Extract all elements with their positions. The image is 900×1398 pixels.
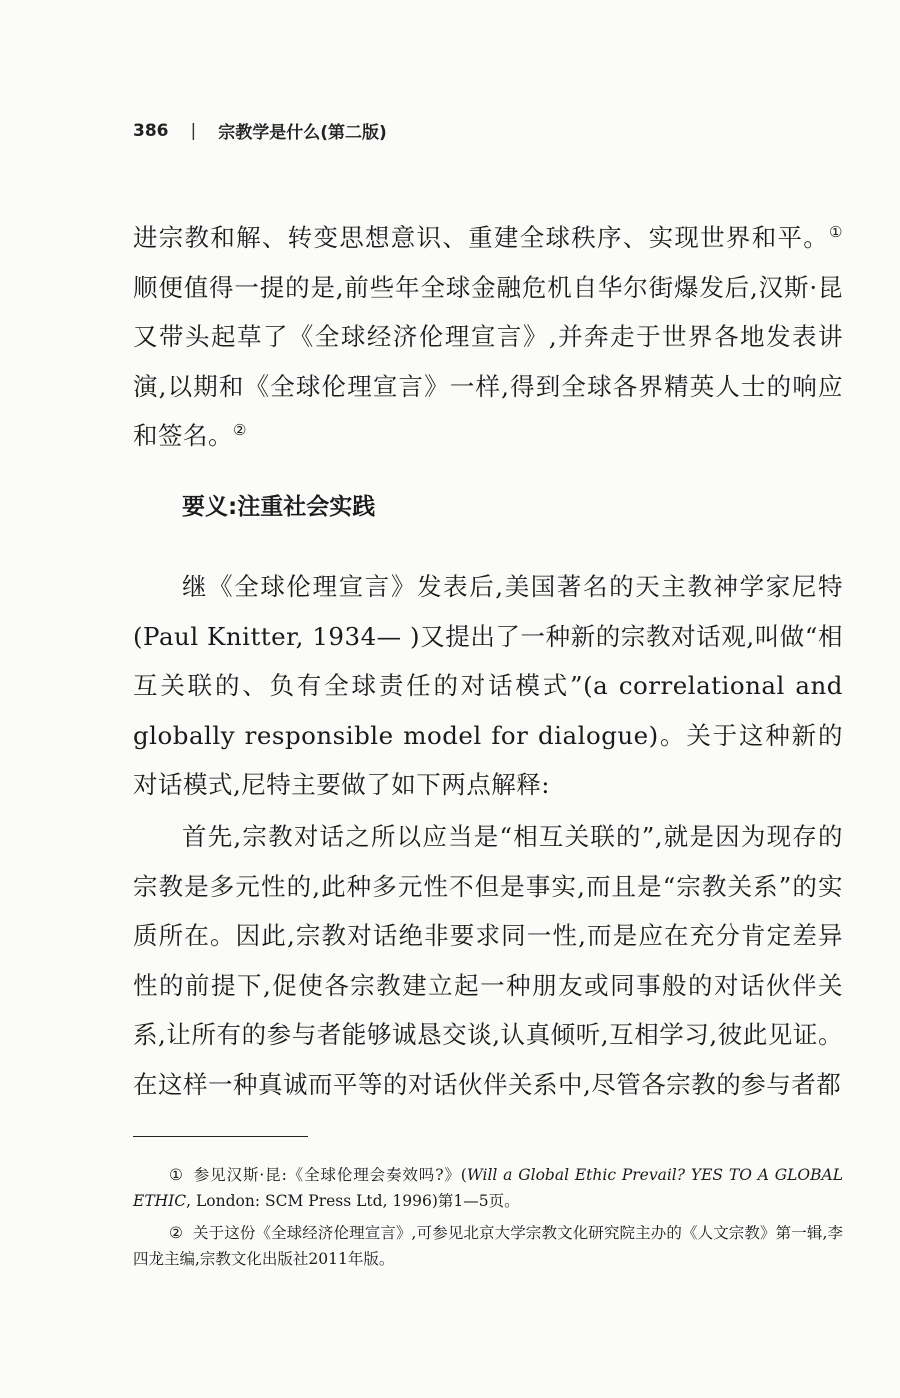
footnote-ref: ① [829,223,843,241]
footnote-italic-title: Will a Global Ethic Prevail? YES TO A GLOBAL ETHIC [133,1166,843,1210]
footnote-text: 关于这份《全球经济伦理宣言》,可参见北京大学宗教文化研究院主办的《人文宗教》第一辑,李四龙主编,宗教文化出版社2011年版。 [133,1224,843,1268]
header-separator: | [190,120,197,141]
paragraph-text: 顺便值得一提的是,前些年全球金融危机自华尔街爆发后,汉斯·昆又带头起草了《全球经济伦理宣言》,并奔走于世界各地发表讲演,以期和《全球伦理宣言》一样,得到全球各界精英人士的响应和签名。 [133,272,843,450]
page-number: 386 [133,120,169,141]
footnote-divider [133,1136,308,1137]
paragraph-continuation [133,213,843,461]
book-title: 宗教学是什么(第二版) [218,123,387,143]
footnote-text: , London: SCM Press Ltd, 1996)第1—5页。 [186,1192,520,1210]
paragraph: 首先,宗教对话之所以应当是“相互关联的”,就是因为现存的宗教是多元性的,此种多元性不但是事实,而且是“宗教关系”的实质所在。因此,宗教对话绝非要求同一性,而是应在充分肯定差异性的前提下,促使各宗教建立起一种朋友或同事般的对话伙伴关系,让所有的参与者能够诚恳交谈,认真倾听,互相学习,彼此见证。在这样一种真诚而平等的对话伙伴关系中,尽管各宗教的参与者都 [133,822,843,1099]
footnote-marker: ② [169,1224,184,1242]
footnote-ref: ② [233,421,247,439]
footnote [133,1220,843,1272]
footnote-marker: ① [169,1166,184,1184]
section-heading: 要义:注重社会实践 [182,494,376,520]
footnote-text: 参见汉斯·昆:《全球伦理会奏效吗?》( [193,1166,467,1184]
footnote [133,1162,843,1214]
paragraph: 继《全球伦理宣言》发表后,美国著名的天主教神学家尼特(Paul Knitter, 1934— )又提出了一种新的宗教对话观,叫做“相互关联的、负有全球责任的对话模式”(a correlational and globally responsible model for dialogue)。关于这种新的对话模式,尼特主要做了如下两点解释: [133,572,843,799]
running-header [133,118,387,143]
paragraph-text: 进宗教和解、转变思想意识、重建全球秩序、实现世界和平。 [133,223,830,252]
footnotes [133,1162,843,1278]
